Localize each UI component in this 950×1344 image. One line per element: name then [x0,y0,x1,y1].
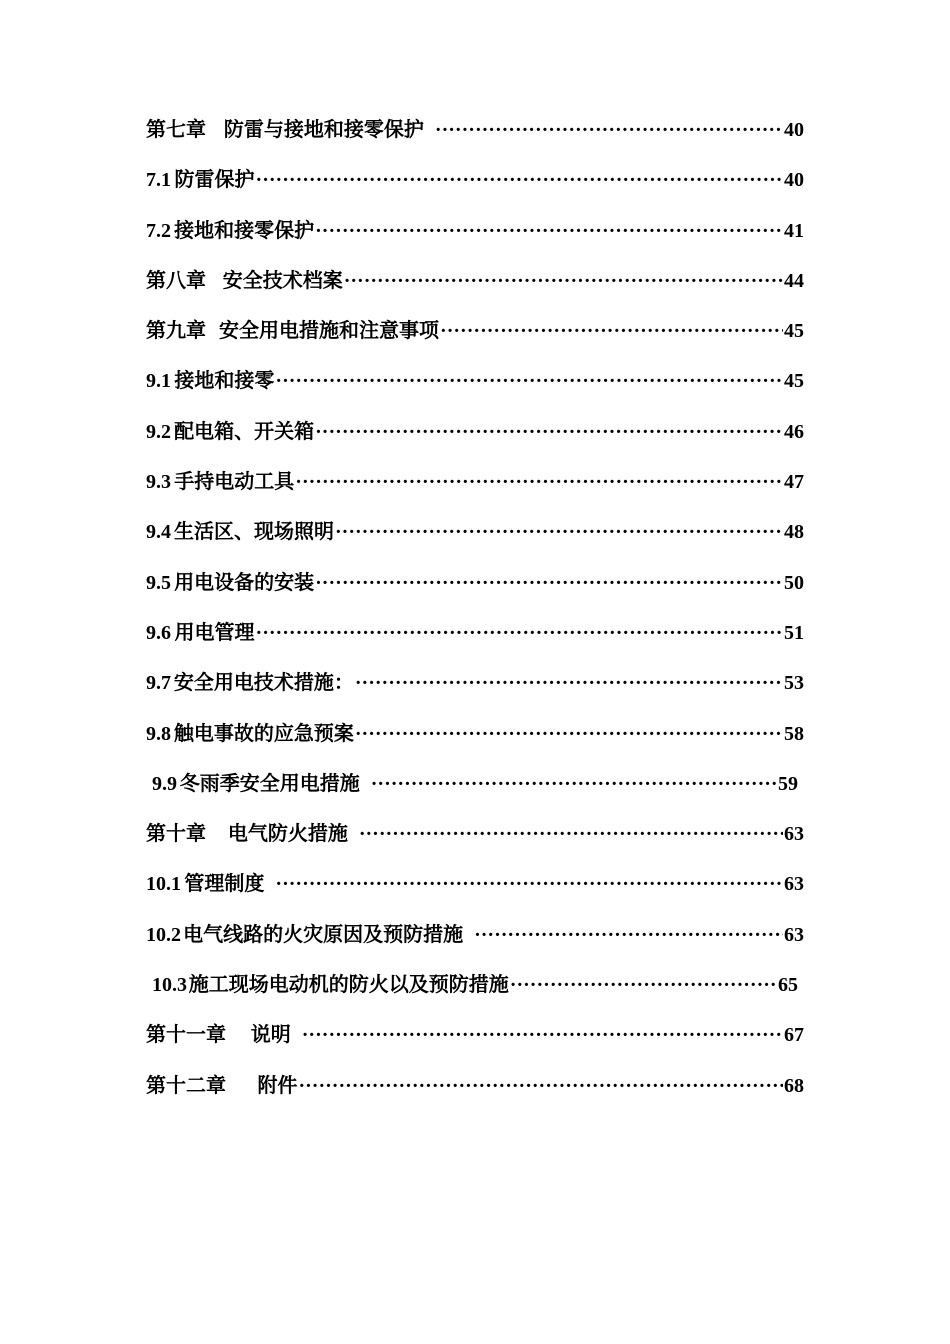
toc-list [146,113,804,1119]
toc-entry-page: 40 [784,119,804,141]
toc-entry-page: 63 [784,823,804,846]
toc-entry-number: 10.2 [146,923,181,946]
toc-entry-title: 触电事故的应急预案 [173,720,354,745]
toc-entry[interactable] [146,364,804,414]
toc-entry-title: 管理制度 [184,871,265,896]
toc-dot-leader [355,723,783,746]
toc-entry-title: 冬雨季安全用电措施 [179,770,360,795]
toc-entry[interactable] [146,1018,804,1068]
toc-entry[interactable] [146,867,804,917]
toc-entry-page: 59 [778,772,798,795]
toc-entry-title: 安全技术档案 [222,267,343,292]
toc-entry-number: 7.1 [146,169,171,192]
toc-entry-number: 第八章 [146,269,206,292]
toc-entry[interactable] [146,515,804,565]
toc-entry[interactable] [146,968,804,1018]
toc-entry-page: 44 [784,269,804,292]
toc-entry-page: 41 [784,219,804,242]
toc-entry-page: 46 [784,420,804,443]
toc-entry[interactable] [146,616,804,666]
toc-entry-number: 9.5 [146,571,171,594]
toc-entry[interactable] [146,767,804,817]
toc-entry-page: 47 [784,471,804,494]
toc-entry-page: 65 [778,974,798,997]
toc-entry-title: 生活区、现场照明 [174,519,334,544]
toc-entry-page: 45 [784,370,804,393]
toc-entry[interactable] [146,1069,804,1119]
toc-dot-leader [275,873,783,896]
toc-entry-title: 接地和接零 [174,368,275,393]
toc-entry[interactable] [146,817,804,867]
toc-entry-page: 51 [784,621,804,644]
toc-entry-number: 7.2 [146,219,171,242]
toc-entry[interactable] [146,113,804,163]
toc-dot-leader [256,622,783,645]
table-of-contents [146,113,804,1119]
toc-entry-title: 电气线路的火灾原因及预防措施 [183,921,464,946]
toc-entry-number: 10.1 [146,873,181,896]
toc-entry[interactable] [146,918,804,968]
toc-dot-leader [359,823,783,846]
toc-entry-number: 第九章 [146,320,206,343]
toc-entry[interactable] [146,163,804,213]
toc-entry-number: 9.4 [146,521,171,544]
toc-entry-number: 第十二章 [146,1074,226,1097]
toc-entry-title: 手持电动工具 [174,469,295,494]
toc-entry-title: 配电箱、开关箱 [174,418,315,443]
toc-entry[interactable] [146,415,804,465]
toc-dot-leader [275,370,783,393]
toc-dot-leader [344,270,783,293]
toc-entry-number: 第七章 [146,119,206,141]
toc-entry-title: 电气防火措施 [227,821,348,846]
toc-entry-number: 9.3 [146,471,171,494]
toc-entry-page: 53 [784,672,804,695]
toc-entry-title: 安全用电技术措施： [173,670,354,695]
toc-entry-title: 防雷与接地和接零保护 [223,117,424,141]
toc-entry-number: 9.8 [146,722,171,745]
toc-entry-title: 说明 [250,1022,291,1047]
toc-dot-leader [440,320,783,343]
toc-entry-title: 接地和接零保护 [174,217,315,242]
toc-entry[interactable] [146,264,804,314]
toc-entry-page: 58 [784,722,804,745]
toc-entry-title: 施工现场电动机的防火以及预防措施 [188,972,509,997]
toc-entry[interactable] [146,566,804,616]
toc-entry[interactable] [146,314,804,364]
toc-entry-page: 48 [784,521,804,544]
toc-dot-leader [315,572,783,595]
toc-dot-leader [315,220,783,243]
toc-entry-page: 68 [784,1074,804,1097]
toc-entry-number: 9.1 [146,370,171,393]
toc-entry-page: 67 [784,1024,804,1047]
toc-entry[interactable] [146,214,804,264]
toc-dot-leader [335,521,783,544]
toc-entry-page: 40 [784,169,804,192]
toc-entry-number: 9.9 [152,772,177,795]
toc-entry-page: 63 [784,873,804,896]
toc-entry-title: 用电设备的安装 [174,569,315,594]
toc-entry-page: 45 [784,320,804,343]
toc-entry-number: 10.3 [152,974,187,997]
toc-entry-title: 安全用电措施和注意事项 [219,318,440,343]
toc-entry[interactable] [146,465,804,515]
toc-dot-leader [371,773,777,796]
toc-dot-leader [510,974,777,997]
toc-dot-leader [302,1024,783,1047]
toc-entry-page: 50 [784,571,804,594]
toc-entry-title: 附件 [257,1072,298,1097]
toc-dot-leader [355,672,783,695]
toc-entry-title: 防雷保护 [174,167,255,192]
toc-dot-leader [298,1075,783,1098]
toc-dot-leader [474,924,783,947]
toc-entry-number: 第十章 [146,823,206,846]
toc-dot-leader [295,471,783,494]
toc-entry-title: 用电管理 [174,619,255,644]
toc-entry-number: 9.2 [146,420,171,443]
toc-entry[interactable] [146,717,804,767]
toc-entry-number: 9.7 [146,672,171,695]
toc-entry-number: 第十一章 [146,1024,226,1047]
toc-entry-page: 63 [784,923,804,946]
toc-dot-leader [315,421,783,444]
toc-dot-leader [256,169,783,192]
toc-dot-leader [435,119,783,142]
toc-entry[interactable] [146,666,804,716]
toc-entry-number: 9.6 [146,621,171,644]
